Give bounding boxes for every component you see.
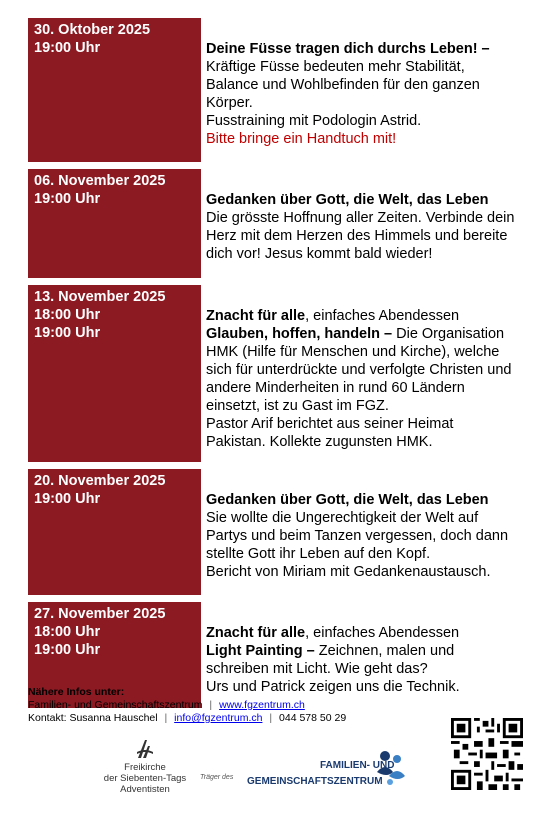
event-date-block — [28, 169, 201, 278]
event-text: Balance und Wohlbefinden für den ganzen — [206, 77, 480, 93]
event-text: andere Minderheiten in rund 60 Ländern — [206, 380, 465, 396]
sda-flame-icon — [134, 738, 156, 760]
sda-name-line: Freikirche — [124, 762, 166, 773]
qr-code-icon[interactable] — [451, 718, 523, 790]
event-text: Urs und Patrick zeigen uns die Technik. — [206, 679, 460, 695]
event-text: Sie wollte die Ungerechtigkeit der Welt auf — [206, 510, 479, 526]
footer-contact: Kontakt: Susanna Hauschel — [28, 712, 158, 724]
event-date: 30. Oktober 2025 — [34, 22, 151, 38]
event-title: Gedanken über Gott, die Welt, das Leben — [206, 192, 489, 208]
footer-heading: Nähere Infos unter: — [28, 686, 125, 698]
event-date: 27. November 2025 — [34, 606, 166, 622]
event-item — [28, 18, 548, 162]
event-date-block — [28, 285, 201, 462]
event-text: Herz mit dem Herzen des Himmels und bereite — [206, 228, 508, 244]
event-date: 20. November 2025 — [34, 473, 166, 489]
event-title: Glauben, hoffen, handeln – — [206, 326, 393, 342]
footer-separator: | — [164, 712, 168, 724]
event-description — [201, 18, 548, 162]
event-text: Pastor Arif berichtet aus seiner Heimat — [206, 416, 454, 432]
event-text: Bericht von Miriam mit Gedankenaustausch. — [206, 564, 491, 580]
event-text: , einfaches Abendessen — [305, 308, 460, 324]
event-text: Kräftige Füsse bedeuten mehr Stabilität, — [206, 59, 465, 75]
event-time: 19:00 Uhr — [34, 642, 101, 658]
event-text: Die Organisation — [392, 326, 505, 342]
event-time: 18:00 Uhr — [34, 307, 101, 323]
event-text: , einfaches Abendessen — [305, 625, 460, 641]
event-list — [28, 18, 548, 708]
footer-phone: 044 578 50 29 — [279, 712, 347, 724]
event-time: 19:00 Uhr — [34, 191, 101, 207]
email-link[interactable]: info@fgzentrum.ch — [174, 712, 263, 724]
event-title: Deine Füsse tragen dich durchs Leben! – — [206, 41, 490, 57]
fgz-name-line1: FAMILIEN- UND — [320, 760, 395, 771]
event-date-block — [28, 469, 201, 595]
event-text: Körper. — [206, 95, 253, 111]
event-text: einsetzt, ist zu Gast im FGZ. — [206, 398, 389, 414]
event-line — [206, 307, 548, 325]
event-date-block — [28, 18, 201, 162]
event-highlight: Znacht für alle — [206, 308, 306, 324]
event-line — [206, 624, 548, 642]
event-title: Light Painting – — [206, 643, 315, 659]
event-item — [28, 469, 548, 595]
event-text: Pakistan. Kollekte zugunsten HMK. — [206, 434, 433, 450]
fgz-logo — [245, 748, 410, 794]
event-text: schreiben mit Licht. Wie geht das? — [206, 661, 428, 677]
event-text: Fusstraining mit Podologin Astrid. — [206, 113, 422, 129]
event-text: HMK (Hilfe für Menschen und Kirche), welche — [206, 344, 500, 360]
event-item — [28, 169, 548, 278]
event-line — [206, 325, 548, 343]
footer-separator: | — [269, 712, 273, 724]
event-description — [201, 469, 548, 595]
event-date: 06. November 2025 — [34, 173, 166, 189]
event-text: Partys und beim Tanzen vergessen, doch dann — [206, 528, 509, 544]
fgz-name-line2: GEMEINSCHAFTSZENTRUM — [247, 776, 383, 787]
traeger-text: Träger des — [200, 774, 234, 781]
event-time: 19:00 Uhr — [34, 325, 101, 341]
event-line — [206, 642, 548, 660]
event-text: dich vor! Jesus kommt bald wieder! — [206, 246, 433, 262]
footer-org: Familien- und Gemeinschaftszentrum — [28, 699, 203, 711]
event-note: Bitte bringe ein Handtuch mit! — [206, 131, 397, 147]
footer-info — [28, 686, 346, 725]
sda-logo — [100, 738, 190, 795]
event-date: 13. November 2025 — [34, 289, 166, 305]
footer-separator: | — [209, 699, 213, 711]
event-text: Die grösste Hoffnung aller Zeiten. Verbinde dein — [206, 210, 515, 226]
sda-name-line: Adventisten — [120, 784, 170, 795]
logo-bar — [0, 732, 560, 812]
event-title: Gedanken über Gott, die Welt, das Leben — [206, 492, 489, 508]
event-description — [201, 285, 548, 462]
event-item — [28, 285, 548, 462]
event-time: 18:00 Uhr — [34, 624, 101, 640]
event-time: 19:00 Uhr — [34, 491, 101, 507]
website-link[interactable]: www.fgzentrum.ch — [219, 699, 305, 711]
event-text: Zeichnen, malen und — [314, 643, 455, 659]
event-highlight: Znacht für alle — [206, 625, 306, 641]
event-text: sich für unterdrückte und verfolgte Christen und — [206, 362, 512, 378]
event-text: stellte Gott ihr Leben auf den Kopf. — [206, 546, 431, 562]
event-time: 19:00 Uhr — [34, 40, 101, 56]
event-description — [201, 169, 548, 278]
sda-name-line: der Siebenten-Tags — [103, 773, 187, 784]
